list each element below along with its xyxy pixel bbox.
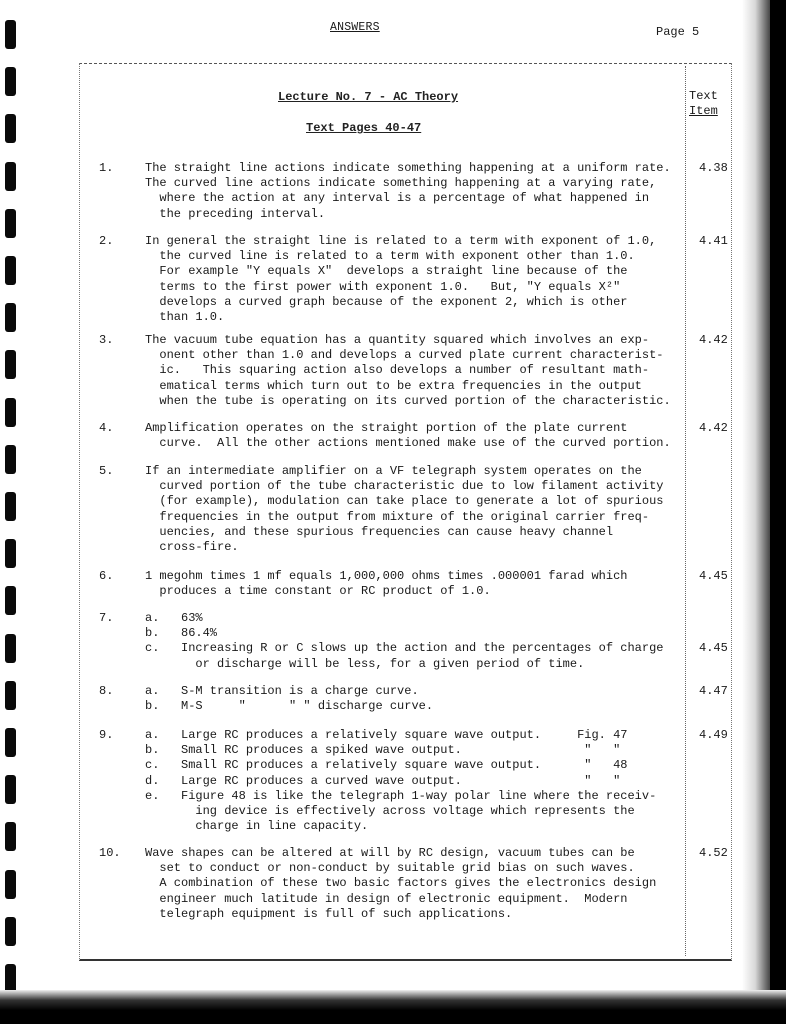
answer-line: develops a curved graph because of the exponent 2, which is other xyxy=(145,294,628,309)
binder-hole xyxy=(5,20,16,49)
answer-line: d. Large RC produces a curved wave output. " " xyxy=(145,773,621,788)
answer-line: where the action at any interval is a percentage of what happened in xyxy=(145,191,650,206)
answer-line: produces a time constant or RC product of 1.0. xyxy=(145,584,491,599)
answer-line: a. 63% xyxy=(145,611,203,625)
answer-line: In general the straight line is related to a term with exponent of 1.0, xyxy=(145,234,657,248)
answer-line: frequencies in the output from mixture of the original carrier freq- xyxy=(145,509,650,524)
text-item-reference: 4.41 xyxy=(699,234,728,248)
answer-line: b. M-S " " " discharge curve. xyxy=(145,699,434,714)
binder-hole xyxy=(5,398,16,427)
text-item-reference: 4.45 xyxy=(699,641,728,656)
lecture-title: Lecture No. 7 - AC Theory xyxy=(278,90,459,104)
answer-line: set to conduct or non-conduct by suitable grid bias on such waves. xyxy=(145,861,635,876)
answer-line: uencies, and these spurious frequencies can cause heavy channel xyxy=(145,524,614,539)
answer-number: 6. xyxy=(99,569,114,583)
answer-line: the curved line is related to a term with exponent other than 1.0. xyxy=(145,249,635,264)
text-pages: Text Pages 40-47 xyxy=(306,121,422,135)
text-item-reference: 4.38 xyxy=(699,161,728,175)
answer-line: charge in line capacity. xyxy=(145,819,369,834)
answer-line: when the tube is operating on its curved portion of the characteristic. xyxy=(145,393,671,408)
answer-number: 3. xyxy=(99,333,114,347)
text-item-reference: 4.52 xyxy=(699,846,728,860)
answer-line: (for example), modulation can take place to generate a lot of spurious xyxy=(145,494,664,509)
scan-edge-dark xyxy=(770,0,786,990)
answer-line: than 1.0. xyxy=(145,310,225,324)
text-item-reference: 4.49 xyxy=(699,728,728,742)
answer-line: 1 megohm times 1 mf equals 1,000,000 ohms times .000001 farad which xyxy=(145,569,628,583)
binder-hole xyxy=(5,114,16,143)
answer-number: 7. xyxy=(99,611,114,625)
answer-number: 2. xyxy=(99,234,114,248)
answer-line: telegraph equipment is full of such applications. xyxy=(145,906,513,921)
page-number: Page 5 xyxy=(656,25,700,39)
binder-hole xyxy=(5,303,16,332)
binder-hole xyxy=(5,775,16,804)
column-divider xyxy=(685,66,686,956)
text-item-reference: 4.45 xyxy=(699,569,728,583)
answer-line: c. Small RC produces a relatively square wave output. " 48 xyxy=(145,758,628,773)
binder-hole xyxy=(5,445,16,474)
answer-number: 9. xyxy=(99,728,114,742)
column-header-line2: Item xyxy=(689,104,718,118)
answer-line: The vacuum tube equation has a quantity squared which involves an exp- xyxy=(145,333,650,347)
section-title: ANSWERS xyxy=(330,21,380,34)
text-item-reference: 4.42 xyxy=(699,421,728,435)
binder-hole xyxy=(5,822,16,851)
answer-line: curve. All the other actions mentioned make use of the curved portion. xyxy=(145,436,671,451)
text-item-reference: 4.47 xyxy=(699,684,728,698)
binder-hole xyxy=(5,162,16,191)
answer-line: The curved line actions indicate something happening at a varying rate, xyxy=(145,176,657,191)
binder-hole xyxy=(5,870,16,899)
answer-number: 8. xyxy=(99,684,114,698)
answer-line: onent other than 1.0 and develops a curved plate current characterist- xyxy=(145,348,664,363)
binder-hole xyxy=(5,728,16,757)
binder-hole xyxy=(5,209,16,238)
text-item-reference: 4.42 xyxy=(699,333,728,347)
answer-number: 4. xyxy=(99,421,114,435)
binder-hole xyxy=(5,634,16,663)
binder-hole xyxy=(5,67,16,96)
answer-line: terms to the first power with exponent 1.0. But, "Y equals X²" xyxy=(145,279,621,294)
scan-bottom-edge xyxy=(0,990,786,1024)
answer-line: c. Increasing R or C slows up the action and the percentages of charge xyxy=(145,641,664,656)
binder-hole xyxy=(5,964,16,993)
answer-line: The straight line actions indicate something happening at a uniform rate. xyxy=(145,161,671,175)
answer-line: or discharge will be less, for a given period of time. xyxy=(145,656,585,671)
answer-line: the preceding interval. xyxy=(145,206,326,221)
binder-hole xyxy=(5,539,16,568)
answer-line: ematical terms which turn out to be extra frequencies in the output xyxy=(145,378,642,393)
binder-hole xyxy=(5,256,16,285)
binder-hole xyxy=(5,681,16,710)
binder-hole xyxy=(5,917,16,946)
answer-line: a. S-M transition is a charge curve. xyxy=(145,684,419,698)
binder-hole xyxy=(5,350,16,379)
answer-line: a. Large RC produces a relatively square wave output. Fig. 47 xyxy=(145,728,628,742)
column-header-line1: Text xyxy=(689,89,718,103)
answer-line: A combination of these two basic factors gives the electronics design xyxy=(145,876,657,891)
answer-line: curved portion of the tube characteristic due to low filament activity xyxy=(145,479,664,494)
answer-line: engineer much latitude in design of electronic equipment. Modern xyxy=(145,891,628,906)
answer-line: ing device is effectively across voltage which represents the xyxy=(145,804,635,818)
answer-number: 10. xyxy=(99,846,121,860)
answer-line: e. Figure 48 is like the telegraph 1-way polar line where the receiv- xyxy=(145,788,657,803)
answer-line: cross-fire. xyxy=(145,540,239,554)
answer-line: b. Small RC produces a spiked wave output. " " xyxy=(145,743,621,758)
answer-line: b. 86.4% xyxy=(145,626,218,641)
text-item-column-header xyxy=(689,89,718,119)
answer-line: If an intermediate amplifier on a VF telegraph system operates on the xyxy=(145,464,642,478)
answer-line: ic. This squaring action also develops a number of resultant math- xyxy=(145,363,650,378)
answer-number: 5. xyxy=(99,464,114,478)
binder-hole xyxy=(5,492,16,521)
answer-number: 1. xyxy=(99,161,114,175)
answer-line: Amplification operates on the straight portion of the plate current xyxy=(145,421,628,435)
answer-line: For example "Y equals X" develops a straight line because of the xyxy=(145,264,628,279)
answer-line: Wave shapes can be altered at will by RC design, vacuum tubes can be xyxy=(145,846,635,860)
binder-hole xyxy=(5,586,16,615)
